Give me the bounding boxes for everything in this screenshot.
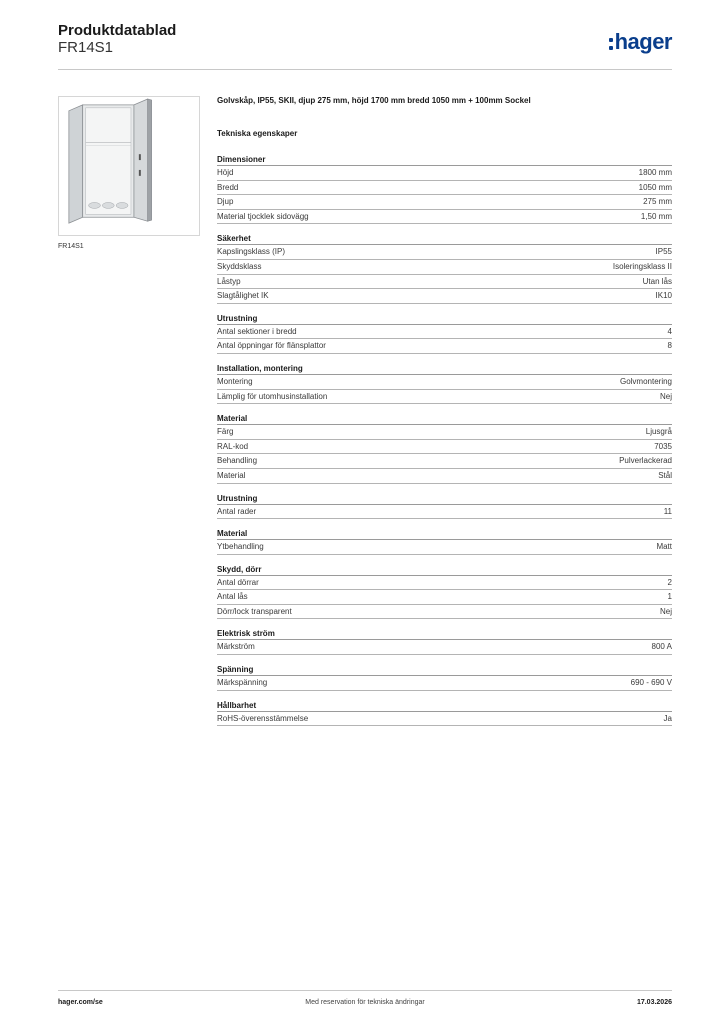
spec-label: Låstyp [217, 276, 241, 286]
spec-label: RoHS-överensstämmelse [217, 713, 309, 723]
spec-value: 1 [667, 592, 672, 602]
section-title: Säkerhet [217, 232, 672, 245]
hager-logo [609, 29, 672, 55]
logo-dots-icon [609, 38, 613, 50]
section-title: Elektrisk ström [217, 627, 672, 640]
section-title: Hållbarhet [217, 699, 672, 712]
section-title: Dimensioner [217, 153, 672, 166]
section-title: Utrustning [217, 312, 672, 325]
spec-row [217, 605, 672, 620]
spec-row [217, 275, 672, 290]
tech-heading: Tekniska egenskaper [217, 129, 298, 138]
spec-value: Golvmontering [619, 376, 672, 386]
spec-value: Nej [659, 391, 672, 401]
section-title: Installation, montering [217, 362, 672, 375]
spec-row [217, 260, 672, 275]
spec-row [217, 195, 672, 210]
spec-label: Märkström [217, 642, 255, 652]
section-title: Material [217, 412, 672, 425]
spec-label: Färg [217, 427, 234, 437]
spec-value: IP55 [655, 247, 672, 257]
spec-row [217, 576, 672, 591]
spec-label: Antal sektioner i bredd [217, 326, 297, 336]
spec-value: 800 A [651, 642, 672, 652]
spec-row [217, 590, 672, 605]
spec-label: Märkspänning [217, 678, 268, 688]
spec-row [217, 289, 672, 304]
spec-row [217, 712, 672, 727]
spec-label: Antal lås [217, 592, 248, 602]
spec-section [217, 232, 672, 303]
section-title: Spänning [217, 663, 672, 676]
spec-row [217, 181, 672, 196]
logo-text: hager [614, 29, 672, 54]
spec-section [217, 663, 672, 691]
spec-label: Ytbehandling [217, 542, 264, 552]
spec-row [217, 339, 672, 354]
spec-row [217, 375, 672, 390]
spec-label: Kapslingsklass (IP) [217, 247, 286, 257]
spec-label: Antal öppningar för flänsplattor [217, 341, 326, 351]
spec-section [217, 699, 672, 727]
spec-section [217, 563, 672, 620]
spec-value: IK10 [655, 291, 672, 301]
spec-value: 11 [663, 506, 672, 516]
spec-value: 1800 mm [638, 168, 672, 177]
spec-value: 4 [667, 326, 672, 336]
spec-label: Djup [217, 197, 234, 207]
product-description: Golvskåp, IP55, SKII, djup 275 mm, höjd 1700 mm bredd 1050 mm + 100mm Sockel [217, 96, 531, 105]
spec-section [217, 312, 672, 354]
spec-value: 2 [667, 577, 672, 587]
cabinet-image-icon [59, 97, 199, 235]
spec-section [217, 412, 672, 483]
spec-value: 1050 mm [638, 182, 672, 192]
spec-section [217, 153, 672, 224]
spec-label: Material [217, 470, 246, 480]
spec-label: Skyddsklass [217, 261, 262, 271]
page-title: Produktdatablad [58, 22, 177, 39]
section-title: Skydd, dörr [217, 563, 672, 576]
spec-row [217, 440, 672, 455]
footer-date: 17.03.2026 [636, 999, 672, 1006]
spec-label: Montering [217, 376, 253, 386]
spec-section [217, 492, 672, 520]
spec-row [217, 676, 672, 691]
spec-label: Antal rader [217, 506, 257, 516]
spec-value: Stål [658, 470, 672, 480]
spec-label: Antal dörrar [217, 577, 259, 587]
spec-row [217, 210, 672, 225]
spec-row [217, 245, 672, 260]
footer-disclaimer: Med reservation för tekniska ändringar [305, 999, 425, 1006]
section-title: Utrustning [217, 492, 672, 505]
section-title: Material [217, 527, 672, 540]
spec-row [217, 469, 672, 484]
spec-section [217, 627, 672, 655]
spec-value: Nej [659, 606, 672, 616]
spec-value: Matt [656, 542, 672, 552]
spec-value: Ja [663, 713, 672, 723]
spec-row [217, 390, 672, 405]
spec-label: Material tjocklek sidovägg [217, 211, 309, 221]
spec-section [217, 527, 672, 555]
spec-label: Dörr/lock transparent [217, 606, 292, 616]
spec-value: Utan lås [642, 276, 672, 286]
spec-label: Slagtålighet IK [217, 291, 269, 301]
spec-value: Pulverlackerad [619, 456, 672, 466]
page-footer [58, 990, 672, 1012]
spec-row [217, 325, 672, 340]
spec-row [217, 166, 672, 181]
spec-label: Höjd [217, 168, 234, 177]
spec-value: 690 - 690 V [630, 678, 672, 688]
spec-value: 8 [667, 341, 672, 351]
product-image [58, 96, 200, 236]
spec-value: Ljusgrå [645, 427, 672, 437]
product-code: FR14S1 [58, 39, 114, 56]
spec-row [217, 425, 672, 440]
page-header [58, 22, 672, 70]
spec-value: Isoleringsklass II [612, 261, 672, 271]
spec-value: 1,50 mm [640, 211, 672, 221]
footer-website: hager.com/se [58, 999, 103, 1006]
spec-sections [217, 153, 672, 726]
spec-value: 7035 [654, 441, 672, 451]
image-caption: FR14S1 [58, 243, 84, 250]
spec-row [217, 505, 672, 520]
spec-label: Lämplig för utomhusinstallation [217, 391, 328, 401]
spec-label: Behandling [217, 456, 258, 466]
spec-label: Bredd [217, 182, 239, 192]
spec-row [217, 640, 672, 655]
spec-section [217, 362, 672, 404]
spec-row [217, 454, 672, 469]
spec-value: 275 mm [643, 197, 672, 207]
spec-content [217, 95, 672, 734]
spec-label: RAL-kod [217, 441, 249, 451]
spec-row [217, 540, 672, 555]
